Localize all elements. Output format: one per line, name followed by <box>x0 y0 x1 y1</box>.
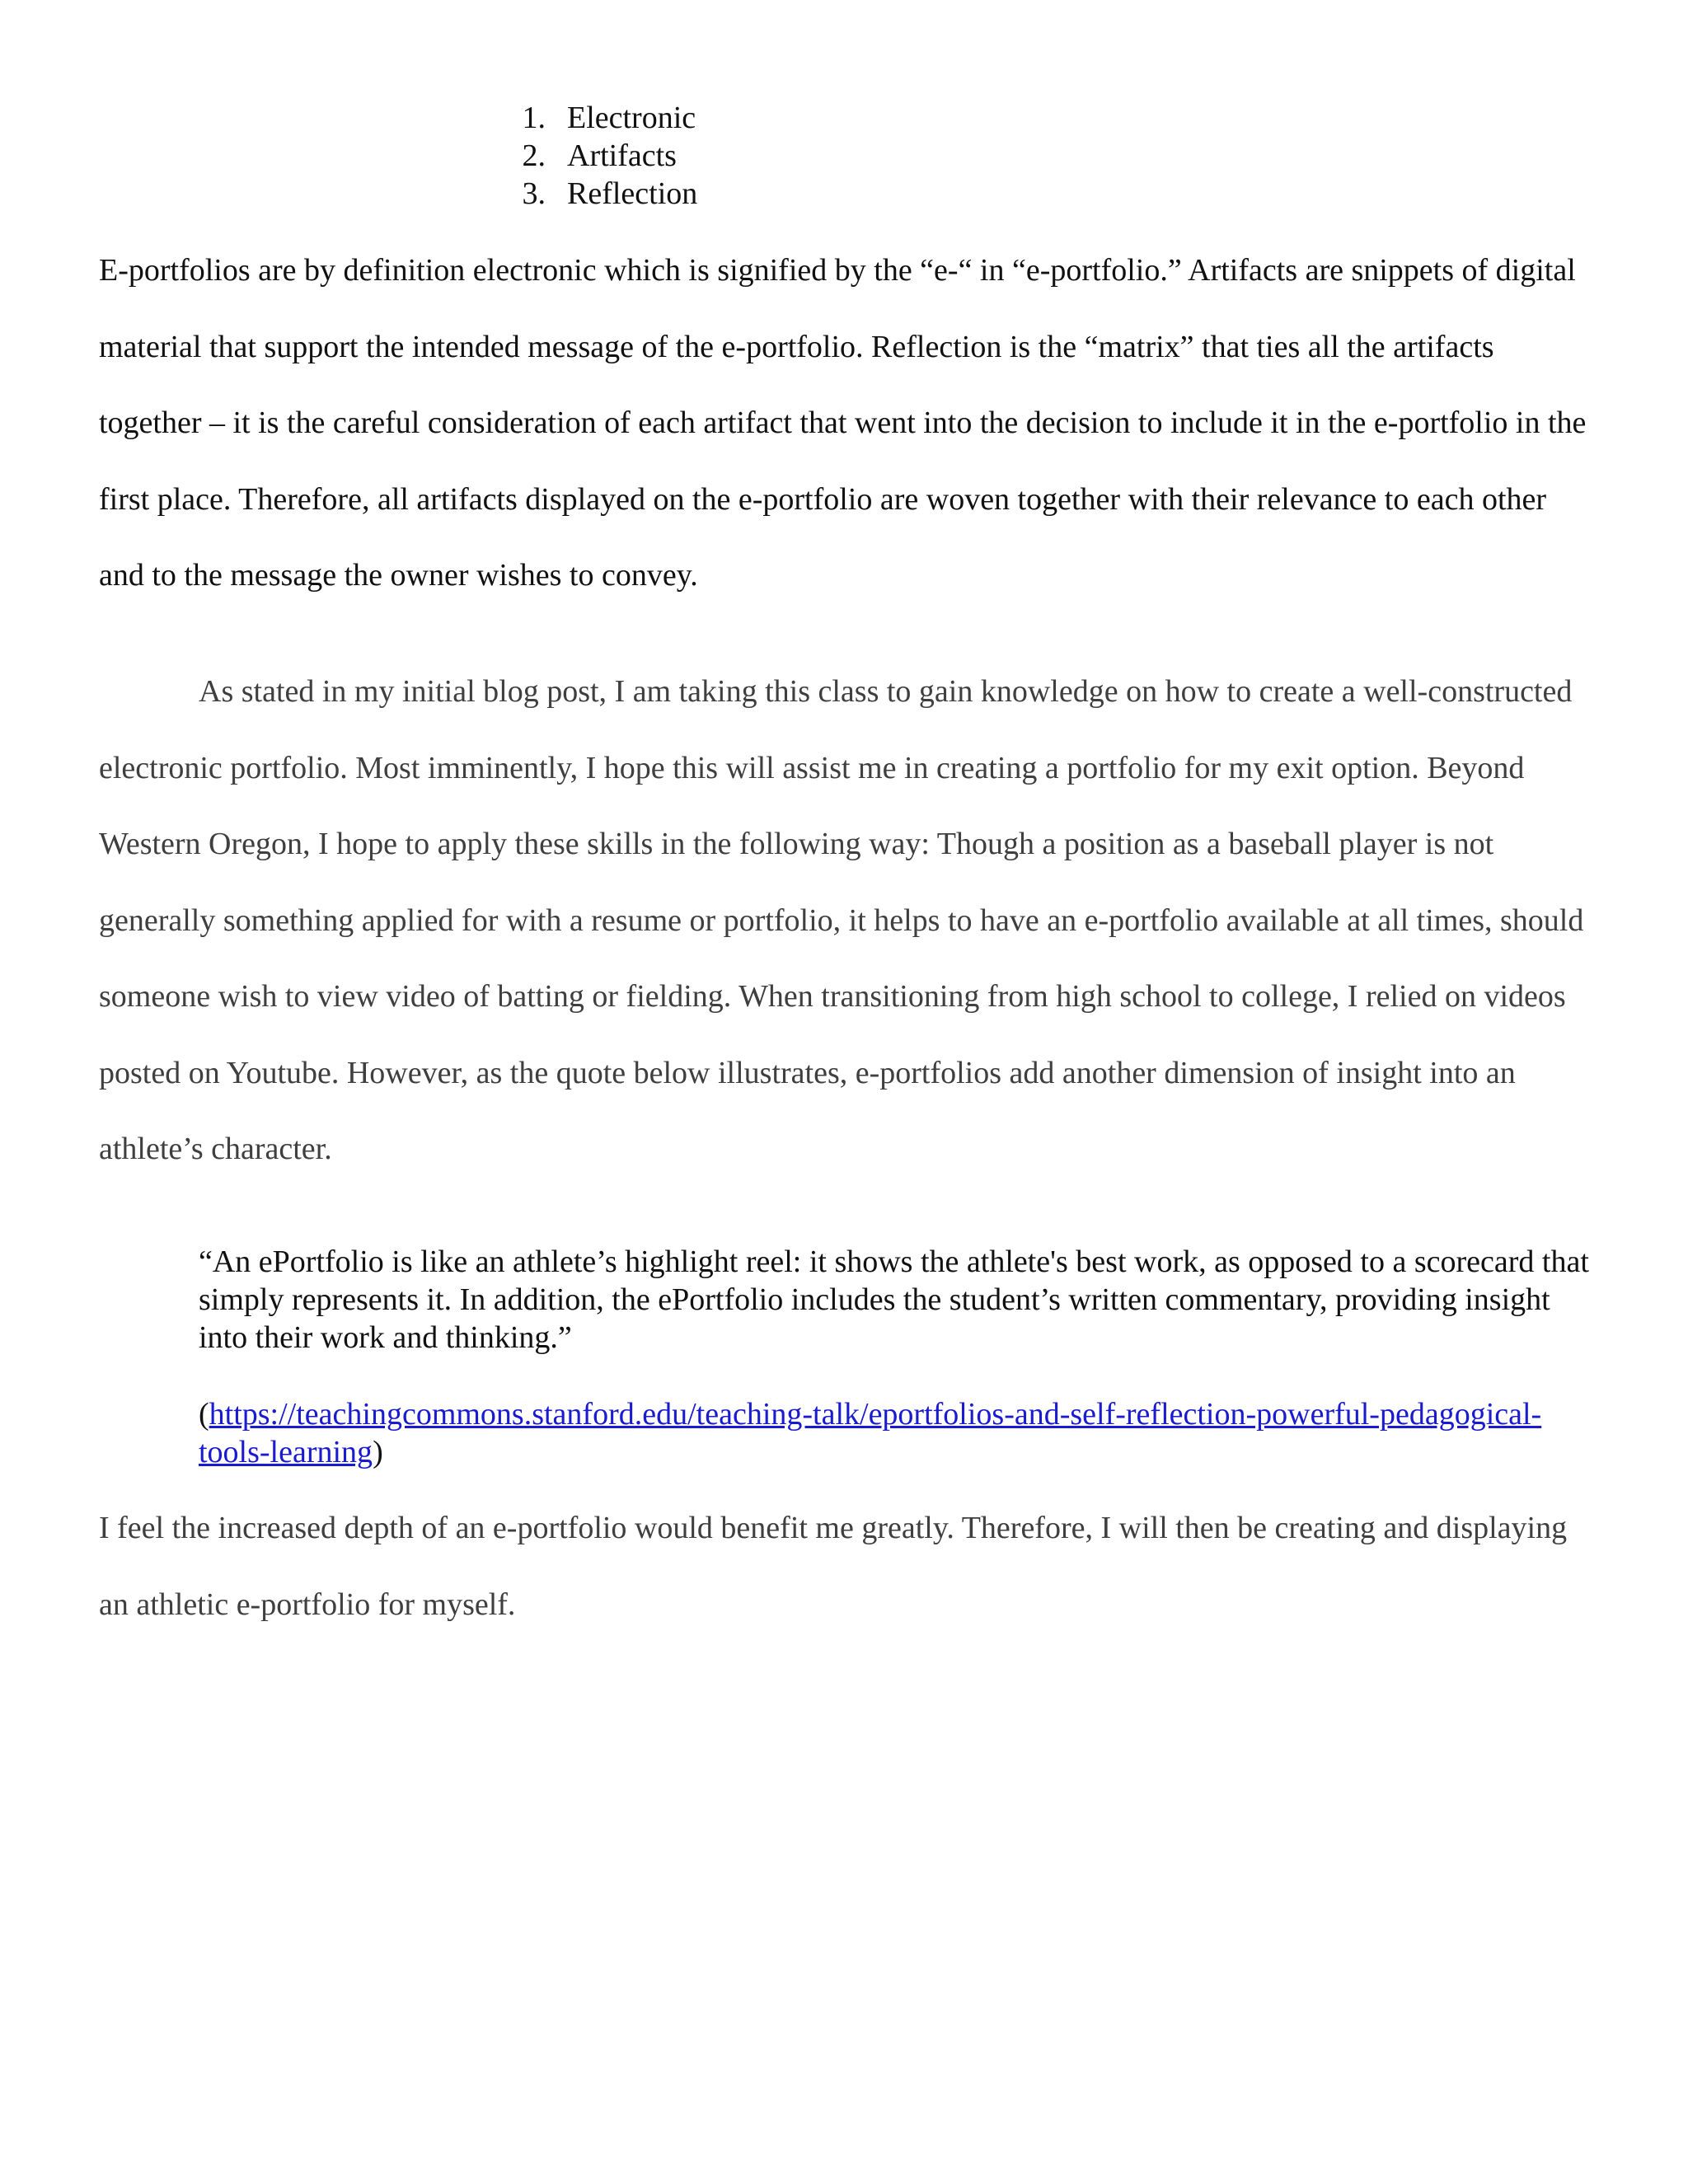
citation-link[interactable]: https://teachingcommons.stanford.edu/teaching-talk/eportfolios-and-self-reflection-powerful-pedagogical-tools-learning <box>199 1397 1542 1469</box>
citation <box>199 1395 1600 1471</box>
conclusion-paragraph: I feel the increased depth of an e-portfolio would benefit me greatly. Therefore, I will then be creating and displaying an athletic e-portfolio for myself. <box>99 1511 1568 1622</box>
list-item <box>495 137 697 175</box>
list-item-number: 1. <box>522 101 546 135</box>
list-item-text: Reflection <box>567 176 698 211</box>
block-quote: “An ePortfolio is like an athlete’s highlight reel: it shows the athlete's best work, as opposed to a scorecard that simply represents it. In addition, the ePortfolio includes the student’s written commentary, providing insight into their work and thinking.” <box>199 1244 1589 1355</box>
numbered-list <box>495 99 697 213</box>
list-item-text: Artifacts <box>567 138 677 173</box>
list-item-text: Electronic <box>567 101 696 135</box>
purpose-paragraph: As stated in my initial blog post, I am taking this class to gain knowledge on how to create a well-constructed electronic portfolio. Most imminently, I hope this will assist me in creating a portfolio for my exit option. Beyond Western Oregon, I hope to apply these skills in the following way: Though a position as a baseball player is not generally something applied for with a resume or portfolio, it helps to have an e-portfolio available at all times, should someone wish to view video of batting or fielding. When transitioning from high school to college, I relied on videos posted on Youtube. However, as the quote below illustrates, e-portfolios add another dimension of insight into an athlete’s character. <box>99 674 1584 1166</box>
citation-close-paren: ) <box>373 1435 383 1469</box>
list-item-number: 3. <box>522 176 546 211</box>
list-item <box>495 175 697 213</box>
list-item <box>495 99 697 137</box>
citation-open-paren: ( <box>199 1397 209 1432</box>
list-item-number: 2. <box>522 138 546 173</box>
definition-paragraph: E-portfolios are by definition electronic which is signified by the “e-“ in “e-portfolio.” Artifacts are snippets of digital material that support the intended message of the e-portfolio. Reflection is the “matrix” that ties all the artifacts together – it is the careful consideration of each artifact that went into the decision to include it in the e-portfolio in the first place. Therefore, all artifacts displayed on the e-portfolio are woven together with their relevance to each other and to the message the owner wishes to convey. <box>99 253 1587 593</box>
